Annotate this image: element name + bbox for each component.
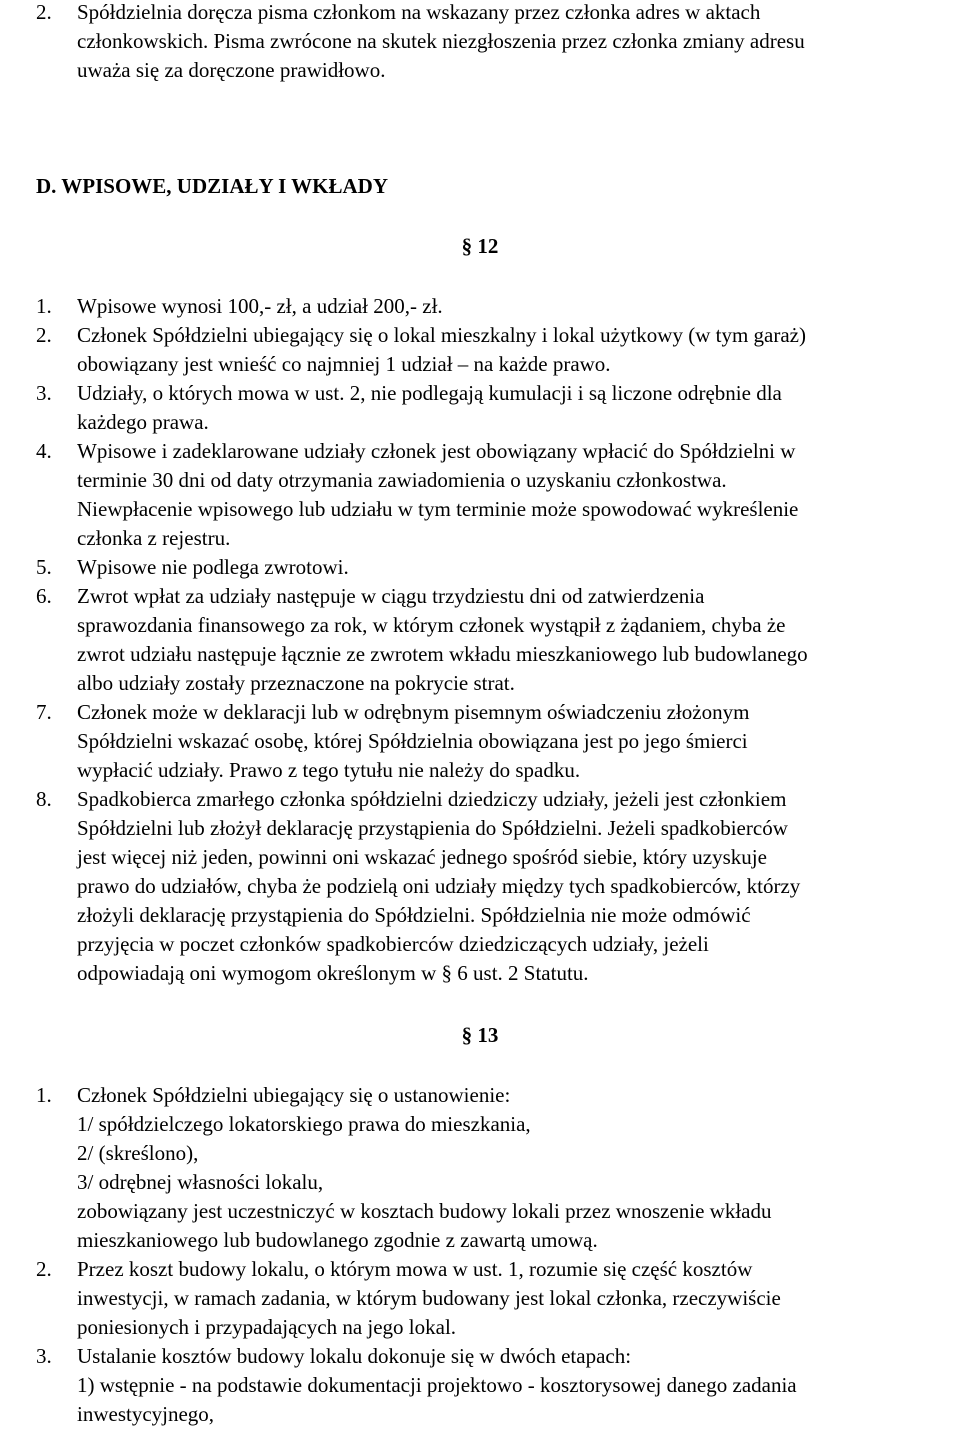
list-item (36, 1255, 960, 1342)
paragraph-12-list (36, 292, 960, 988)
item-number: 3. (36, 381, 52, 405)
item-text: Przez koszt budowy lokalu, o którym mowa w ust. 1, rozumie się część kosztów inwestycji, w ramach zadania, w którym budowany jest lokal członka, rzeczywiście poniesionych i przypadających na jego lokal. (77, 1257, 781, 1339)
list-item (36, 321, 960, 379)
item-text: Wpisowe i zadeklarowane udziały członek jest obowiązany wpłacić do Spółdzielni w terminie 30 dni od daty otrzymania zawiadomienia o uzyskaniu członkostwa. Niewpłacenie wpisowego lub udziału w tym terminie może spowodować wykreślenie członka z rejestru. (77, 439, 799, 550)
item-number: 7. (36, 700, 52, 724)
item-number: 8. (36, 787, 52, 811)
item-text: Ustalanie kosztów budowy lokalu dokonuje się w dwóch etapach: 1) wstępnie - na podstawie dokumentacji projektowo - kosztorysowej danego zadania inwestycyjnego, (77, 1344, 797, 1426)
paragraph-13-label: § 13 (461, 1023, 499, 1047)
item-number: 2. (36, 0, 52, 24)
intro-list (36, 0, 960, 85)
item-text: Zwrot wpłat za udziały następuje w ciągu trzydziestu dni od zatwierdzenia sprawozdania finansowego za rok, w którym członek wystąpił z żądaniem, chyba że zwrot udziału następuje łącznie ze zwrotem wkładu mieszkaniowego lub budowlanego albo udziały zostały przeznaczone na pokrycie strat. (77, 584, 808, 695)
list-item (36, 292, 960, 321)
list-item (36, 437, 960, 553)
list-item (36, 1342, 960, 1429)
item-text: Członek Spółdzielni ubiegający się o ustanowienie: 1/ spółdzielczego lokatorskiego prawa do mieszkania, 2/ (skreślono), 3/ odrębnej własności lokalu, zobowiązany jest uczestniczyć w kosztach budowy lokali przez wnoszenie wkładu mieszkaniowego lub budowlanego zgodnie z zawartą umową. (77, 1083, 772, 1252)
item-number: 5. (36, 555, 52, 579)
item-text: Wpisowe wynosi 100,- zł, a udział 200,- zł. (77, 294, 443, 318)
list-item (36, 1081, 960, 1255)
item-text: Wpisowe nie podlega zwrotowi. (77, 555, 349, 579)
list-item (36, 0, 960, 85)
item-text: Członek Spółdzielni ubiegający się o lokal mieszkalny i lokal użytkowy (w tym garaż) obowiązany jest wnieść co najmniej 1 udział – na każde prawo. (77, 323, 806, 376)
item-number: 1. (36, 294, 52, 318)
paragraph-12-label: § 12 (461, 234, 499, 258)
item-text: Spółdzielnia doręcza pisma członkom na wskazany przez członka adres w aktach członkowskich. Pisma zwrócone na skutek niezgłoszenia przez członka zmiany adresu uważa się za doręczone prawidłowo. (77, 0, 805, 82)
section-heading: D. WPISOWE, UDZIAŁY I WKŁADY (36, 174, 389, 198)
list-item (36, 379, 960, 437)
list-item (36, 582, 960, 698)
list-item (36, 785, 960, 988)
item-text: Spadkobierca zmarłego członka spółdzielni dziedziczy udziały, jeżeli jest członkiem Spółdzielni lub złożył deklarację przystąpienia do Spółdzielni. Jeżeli spadkobierców jest więcej niż jeden, powinni oni wskazać jednego spośród siebie, który uzyskuje prawo do udziałów, chyba że podzielą oni udziały między tych spadkobierców, którzy złożyli deklarację przystąpienia do Spółdzielni. Spółdzielnia nie może odmówić przyjęcia w poczet członków spadkobierców dziedziczących udziały, jeżeli odpowiadają oni wymogom określonym w § 6 ust. 2 Statutu. (77, 787, 801, 985)
item-number: 2. (36, 323, 52, 347)
item-text: Członek może w deklaracji lub w odrębnym pisemnym oświadczeniu złożonym Spółdzielni wskazać osobę, której Spółdzielnia obowiązana jest po jego śmierci wypłacić udziały. Prawo z tego tytułu nie należy do spadku. (77, 700, 750, 782)
list-item (36, 553, 960, 582)
list-item (36, 698, 960, 785)
item-number: 3. (36, 1344, 52, 1368)
item-text: Udziały, o których mowa w ust. 2, nie podlegają kumulacji i są liczone odrębnie dla każdego prawa. (77, 381, 782, 434)
item-number: 6. (36, 584, 52, 608)
item-number: 2. (36, 1257, 52, 1281)
item-number: 1. (36, 1083, 52, 1107)
paragraph-13-list (36, 1081, 960, 1429)
item-number: 4. (36, 439, 52, 463)
